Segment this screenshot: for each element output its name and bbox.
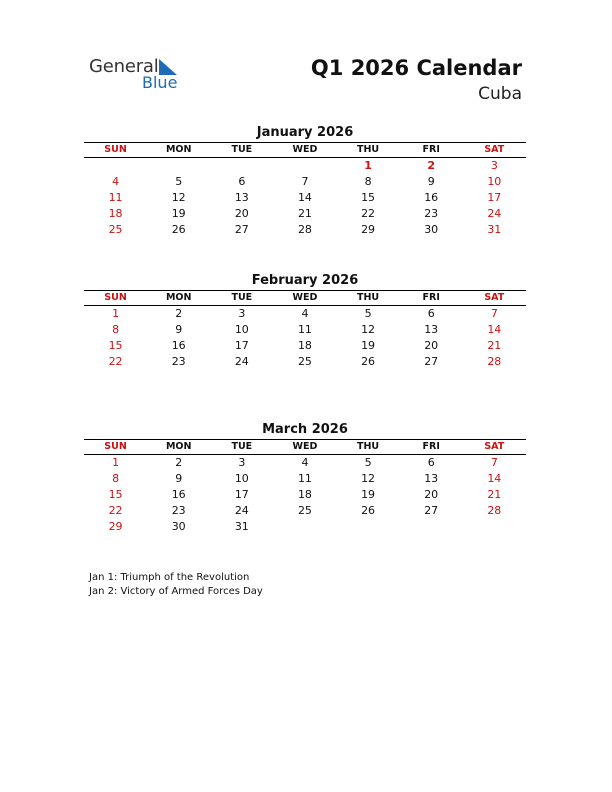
- day-cell: 24: [487, 207, 502, 220]
- logo-text-blue: Blue: [142, 73, 178, 92]
- day-cell: 24: [234, 355, 249, 368]
- day-cell: 17: [487, 191, 502, 204]
- day-cell: 28: [297, 223, 312, 236]
- day-cell: 11: [108, 191, 123, 204]
- empty-day-cell: [463, 519, 526, 535]
- day-cell: 21: [487, 339, 502, 352]
- day-cell: 3: [490, 159, 498, 172]
- day-cell: 15: [108, 488, 123, 501]
- empty-day-cell: [147, 158, 210, 174]
- day-cell: 18: [108, 207, 123, 220]
- holiday-notes: [89, 571, 263, 599]
- day-cell: 17: [234, 488, 249, 501]
- weekday-sun: SUN: [104, 292, 127, 303]
- day-cell: 6: [238, 175, 246, 188]
- month-title: January 2026: [256, 125, 354, 140]
- holiday-note: Jan 2: Victory of Armed Forces Day: [89, 586, 263, 597]
- week-row: [84, 158, 526, 174]
- day-cell: 13: [424, 323, 439, 336]
- week-row: [84, 190, 526, 206]
- day-cell: 28: [487, 504, 502, 517]
- day-cell: 20: [234, 207, 249, 220]
- day-cell: 9: [427, 175, 435, 188]
- month-february: [84, 272, 526, 370]
- day-cell: 23: [171, 504, 186, 517]
- day-cell: 12: [361, 472, 376, 485]
- week-row: [84, 174, 526, 190]
- day-cell: 14: [487, 323, 502, 336]
- day-cell: 4: [301, 307, 309, 320]
- month-title: February 2026: [251, 273, 359, 288]
- week-row: [84, 222, 526, 238]
- day-cell: 4: [112, 175, 120, 188]
- day-cell: 7: [301, 175, 309, 188]
- day-cell: 28: [487, 355, 502, 368]
- empty-day-cell: [273, 519, 336, 535]
- day-cell: 18: [297, 488, 312, 501]
- day-cell: 26: [361, 504, 376, 517]
- day-cell: 3: [238, 307, 246, 320]
- day-cell: 20: [424, 339, 439, 352]
- weekday-wed: WED: [292, 144, 318, 155]
- month-title: March 2026: [262, 422, 348, 437]
- day-cell: 27: [424, 355, 439, 368]
- day-cell: 17: [234, 339, 249, 352]
- holiday-note: Jan 1: Triumph of the Revolution: [89, 572, 250, 583]
- day-cell: 2: [427, 159, 436, 172]
- day-cell: 1: [112, 456, 120, 469]
- day-cell: 22: [108, 504, 123, 517]
- day-cell: 19: [361, 488, 376, 501]
- week-row: [84, 354, 526, 370]
- week-row: [84, 206, 526, 222]
- weekday-header: [84, 142, 526, 158]
- day-cell: 3: [238, 456, 246, 469]
- empty-day-cell: [337, 519, 400, 535]
- day-cell: 12: [361, 323, 376, 336]
- empty-day-cell: [210, 158, 273, 174]
- day-cell: 7: [490, 456, 498, 469]
- day-cell: 27: [424, 504, 439, 517]
- day-cell: 1: [112, 307, 120, 320]
- month-weeks: [84, 158, 526, 238]
- weekday-thu: THU: [356, 144, 380, 155]
- day-cell: 7: [490, 307, 498, 320]
- day-cell: 25: [297, 355, 312, 368]
- weekday-tue: TUE: [231, 441, 253, 452]
- day-cell: 5: [364, 307, 372, 320]
- day-cell: 29: [361, 223, 376, 236]
- day-cell: 8: [112, 472, 120, 485]
- weekday-header: [84, 439, 526, 455]
- day-cell: 23: [424, 207, 439, 220]
- day-cell: 24: [234, 504, 249, 517]
- day-cell: 4: [301, 456, 309, 469]
- day-cell: 20: [424, 488, 439, 501]
- weekday-sat: SAT: [484, 441, 505, 452]
- week-row: [84, 306, 526, 322]
- day-cell: 10: [487, 175, 502, 188]
- day-cell: 11: [297, 472, 312, 485]
- weekday-sat: SAT: [484, 144, 505, 155]
- week-row: [84, 471, 526, 487]
- day-cell: 12: [171, 191, 186, 204]
- day-cell: 25: [297, 504, 312, 517]
- day-cell: 18: [297, 339, 312, 352]
- month-weeks: [84, 306, 526, 370]
- day-cell: 16: [171, 488, 186, 501]
- empty-day-cell: [273, 158, 336, 174]
- day-cell: 29: [108, 520, 123, 533]
- day-cell: 15: [361, 191, 376, 204]
- day-cell: 1: [364, 159, 372, 172]
- day-cell: 31: [234, 520, 249, 533]
- logo-text-general: General: [89, 56, 159, 77]
- day-cell: 10: [234, 323, 249, 336]
- day-cell: 26: [361, 355, 376, 368]
- day-cell: 30: [424, 223, 439, 236]
- empty-day-cell: [400, 519, 463, 535]
- day-cell: 19: [361, 339, 376, 352]
- day-cell: 22: [108, 355, 123, 368]
- weekday-sat: SAT: [484, 292, 505, 303]
- week-row: [84, 519, 526, 535]
- day-cell: 11: [297, 323, 312, 336]
- day-cell: 26: [171, 223, 186, 236]
- day-cell: 19: [171, 207, 186, 220]
- day-cell: 2: [175, 456, 183, 469]
- day-cell: 16: [424, 191, 439, 204]
- weekday-thu: THU: [356, 441, 380, 452]
- day-cell: 10: [234, 472, 249, 485]
- day-cell: 14: [487, 472, 502, 485]
- week-row: [84, 503, 526, 519]
- week-row: [84, 487, 526, 503]
- month-january: [84, 124, 526, 238]
- page-title: Q1 2026 Calendar: [310, 56, 522, 80]
- weekday-header: [84, 290, 526, 306]
- day-cell: 21: [297, 207, 312, 220]
- weekday-mon: MON: [165, 441, 192, 452]
- month-march: [84, 421, 526, 535]
- week-row: [84, 455, 526, 471]
- week-row: [84, 338, 526, 354]
- weekday-mon: MON: [165, 144, 192, 155]
- weekday-wed: WED: [292, 292, 318, 303]
- day-cell: 16: [171, 339, 186, 352]
- day-cell: 8: [112, 323, 120, 336]
- week-row: [84, 322, 526, 338]
- weekday-thu: THU: [356, 292, 380, 303]
- weekday-tue: TUE: [231, 144, 253, 155]
- day-cell: 23: [171, 355, 186, 368]
- day-cell: 22: [361, 207, 376, 220]
- day-cell: 14: [297, 191, 312, 204]
- day-cell: 27: [234, 223, 249, 236]
- month-weeks: [84, 455, 526, 535]
- day-cell: 15: [108, 339, 123, 352]
- weekday-wed: WED: [292, 441, 318, 452]
- weekday-tue: TUE: [231, 292, 253, 303]
- country-name: Cuba: [478, 84, 522, 104]
- day-cell: 8: [364, 175, 372, 188]
- day-cell: 13: [234, 191, 249, 204]
- generalblue-logo: [89, 56, 189, 96]
- day-cell: 5: [175, 175, 183, 188]
- day-cell: 2: [175, 307, 183, 320]
- day-cell: 13: [424, 472, 439, 485]
- day-cell: 6: [427, 307, 435, 320]
- day-cell: 9: [175, 472, 183, 485]
- day-cell: 30: [171, 520, 186, 533]
- weekday-fri: FRI: [422, 144, 440, 155]
- weekday-sun: SUN: [104, 441, 127, 452]
- day-cell: 6: [427, 456, 435, 469]
- day-cell: 9: [175, 323, 183, 336]
- empty-day-cell: [84, 158, 147, 174]
- day-cell: 31: [487, 223, 502, 236]
- weekday-mon: MON: [165, 292, 192, 303]
- weekday-fri: FRI: [422, 292, 440, 303]
- weekday-sun: SUN: [104, 144, 127, 155]
- day-cell: 21: [487, 488, 502, 501]
- day-cell: 25: [108, 223, 123, 236]
- day-cell: 5: [364, 456, 372, 469]
- weekday-fri: FRI: [422, 441, 440, 452]
